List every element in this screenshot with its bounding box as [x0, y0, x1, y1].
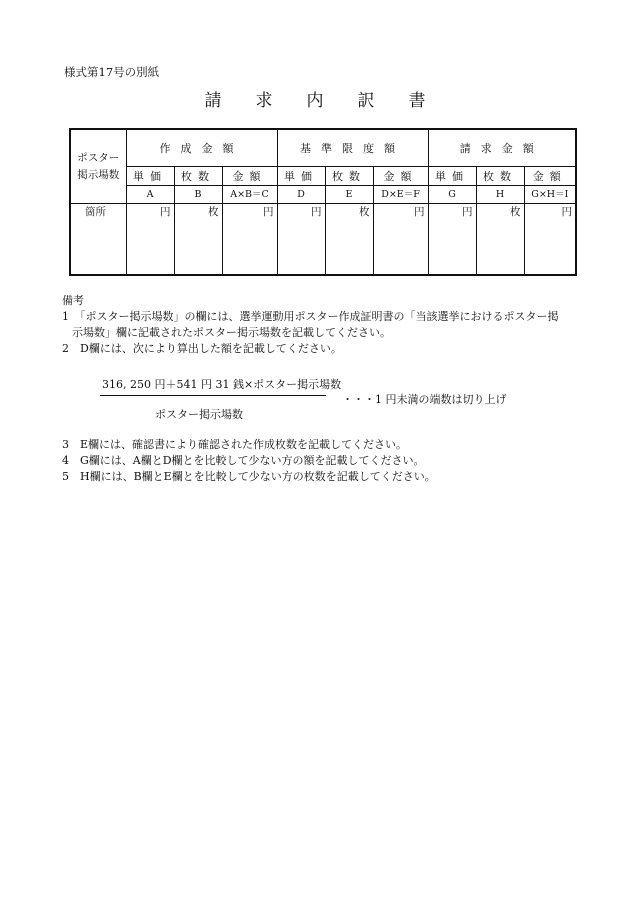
code-d: D — [277, 186, 325, 204]
cell-c[interactable]: 円 — [222, 204, 277, 276]
note-item-2: 2 D欄には、次により算出した額を記載してください。 — [62, 342, 342, 355]
cell-f[interactable]: 円 — [373, 204, 428, 276]
sub-amount-c: 金額 — [222, 167, 277, 186]
cell-b[interactable]: 枚 — [174, 204, 222, 276]
code-e: E — [325, 186, 373, 204]
notes-section-continued — [62, 437, 582, 485]
sub-unit-price-d: 単価 — [277, 167, 325, 186]
note-item-1: 1 「ポスター掲示場数」の欄には、選挙運動用ポスター作成証明書の「当該選挙におけるポスター掲 — [62, 310, 559, 323]
note-item-1-cont: 示場数」欄に記載されたポスター掲示場数を記載してください。 — [72, 326, 391, 339]
code-a: A — [126, 186, 174, 204]
cell-e[interactable]: 枚 — [325, 204, 373, 276]
code-b: B — [174, 186, 222, 204]
notes-section — [62, 293, 582, 357]
note-item-3: 3 E欄には、確認書により確認された作成枚数を記載してください。 — [62, 438, 408, 451]
notes-heading: 備考 — [62, 294, 84, 307]
note-item-4: 4 G欄には、A欄とD欄とを比較して少ない方の額を記載してください。 — [62, 454, 425, 467]
group-production-amount: 作成金額 — [126, 129, 277, 167]
sub-unit-price-a: 単価 — [126, 167, 174, 186]
code-c: A×B＝C — [222, 186, 277, 204]
row-header-line1: ポスター — [77, 151, 120, 164]
table-row — [70, 204, 576, 276]
sub-unit-price-g: 単価 — [428, 167, 476, 186]
cell-i[interactable]: 円 — [524, 204, 576, 276]
sub-quantity-h: 枚数 — [476, 167, 524, 186]
cell-g[interactable]: 円 — [428, 204, 476, 276]
sub-amount-i: 金額 — [524, 167, 576, 186]
formula-numerator: 316, 250 円＋541 円 31 銭×ポスター掲示場数 — [102, 378, 342, 391]
sub-quantity-e: 枚数 — [325, 167, 373, 186]
note-item-5: 5 H欄には、B欄とE欄とを比較して少ない方の枚数を記載してください。 — [62, 470, 436, 483]
cell-h[interactable]: 枚 — [476, 204, 524, 276]
fraction-bar — [100, 395, 326, 396]
code-h: H — [476, 186, 524, 204]
code-g: G — [428, 186, 476, 204]
sub-amount-f: 金額 — [373, 167, 428, 186]
sub-quantity-b: 枚数 — [174, 167, 222, 186]
breakdown-table — [69, 128, 577, 276]
formula-remark: ・・・1 円未満の端数は切り上げ — [342, 393, 507, 406]
row-header-line2: 掲示場数 — [77, 168, 120, 181]
poster-count-header — [70, 129, 126, 204]
location-count-cell[interactable]: 箇所 — [70, 204, 126, 276]
form-number: 様式第17号の別紙 — [64, 65, 160, 79]
code-i: G×H＝I — [524, 186, 576, 204]
cell-d[interactable]: 円 — [277, 204, 325, 276]
document-title: 請求内訳書 — [204, 91, 460, 111]
group-standard-limit: 基準限度額 — [277, 129, 428, 167]
code-f: D×E＝F — [373, 186, 428, 204]
cell-a[interactable]: 円 — [126, 204, 174, 276]
formula-denominator: ポスター掲示場数 — [155, 408, 243, 421]
group-claim-amount: 請求金額 — [428, 129, 576, 167]
